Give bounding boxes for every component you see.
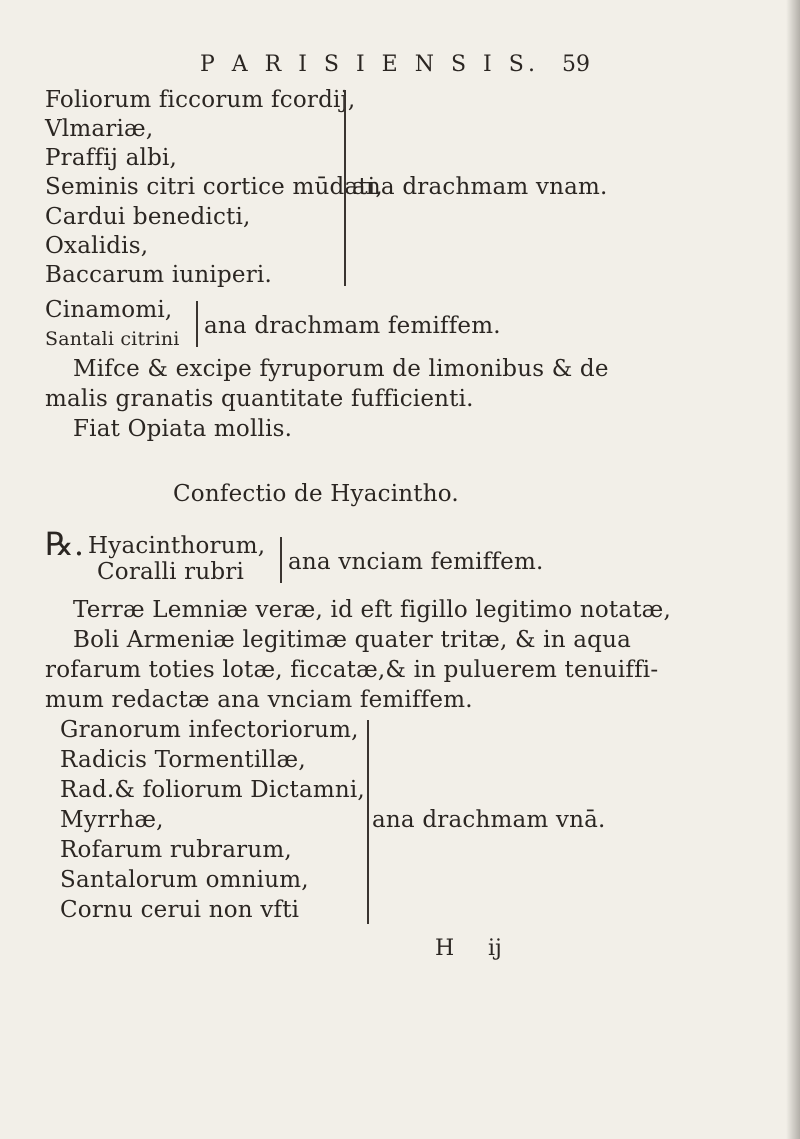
signature-number: ij xyxy=(488,936,502,961)
ingredient-line: Praffij albi, xyxy=(45,145,178,171)
dose-text: ana drachmam femiffem. xyxy=(204,313,501,339)
ingredient-line: Oxalidis, xyxy=(45,233,149,259)
ingredient-line: Myrrhæ, xyxy=(60,807,164,833)
ingredient-line: Foliorum ficcorum fcordij, xyxy=(45,87,356,113)
dose-text: ana drachmam vnam. xyxy=(352,174,608,200)
signature-mark: H xyxy=(435,936,455,961)
ingredient-line: Santali citrini xyxy=(45,328,180,350)
paragraph-line: Boli Armeniæ legitimæ quater tritæ, & in aqua xyxy=(73,627,631,653)
ingredient-line: Rad.& foliorum Dictamni, xyxy=(60,777,365,803)
instruction-line: Mifce & excipe fyruporum de limonibus & de xyxy=(73,356,609,382)
instruction-line: malis granatis quantitate fufficienti. xyxy=(45,386,474,412)
running-title: P A R I S I E N S I S. xyxy=(200,52,540,77)
grouping-brace xyxy=(338,90,346,286)
grouping-brace xyxy=(274,537,282,583)
paragraph-line: Terræ Lemniæ veræ, id eft figillo legitimo notatæ, xyxy=(73,597,672,623)
ingredient-line: Hyacinthorum, xyxy=(88,533,266,559)
ingredient-line: Rofarum rubrarum, xyxy=(60,837,292,863)
instruction-line: Fiat Opiata mollis. xyxy=(73,416,293,442)
grouping-brace xyxy=(361,720,369,924)
ingredient-line: Coralli rubri xyxy=(97,559,245,585)
ingredient-line: Granorum infectoriorum, xyxy=(60,717,359,743)
section-title: Confectio de Hyacintho. xyxy=(173,481,459,507)
dose-text: ana vnciam femiffem. xyxy=(288,549,544,575)
ingredient-line: Cinamomi, xyxy=(45,297,173,323)
ingredient-line: Vlmariæ, xyxy=(45,116,154,142)
dose-text: ana drachmam vnā. xyxy=(372,807,606,833)
ingredient-line: Santalorum omnium, xyxy=(60,867,309,893)
page-edge-shadow xyxy=(786,0,800,1139)
ingredient-line: Cardui benedicti, xyxy=(45,204,251,230)
ingredient-line: Cornu cerui non vfti xyxy=(60,897,300,923)
paragraph-line: mum redactæ ana vnciam femiffem. xyxy=(45,687,473,713)
page-number: 59 xyxy=(562,52,590,77)
ingredient-line: Seminis citri cortice mūdati, xyxy=(45,174,383,200)
paragraph-line: rofarum toties lotæ, ficcatæ,& in puluerem tenuiffi- xyxy=(45,657,659,683)
recipe-symbol: ℞. xyxy=(45,525,85,563)
grouping-brace xyxy=(190,301,198,347)
ingredient-line: Radicis Tormentillæ, xyxy=(60,747,306,773)
ingredient-line: Baccarum iuniperi. xyxy=(45,262,272,288)
